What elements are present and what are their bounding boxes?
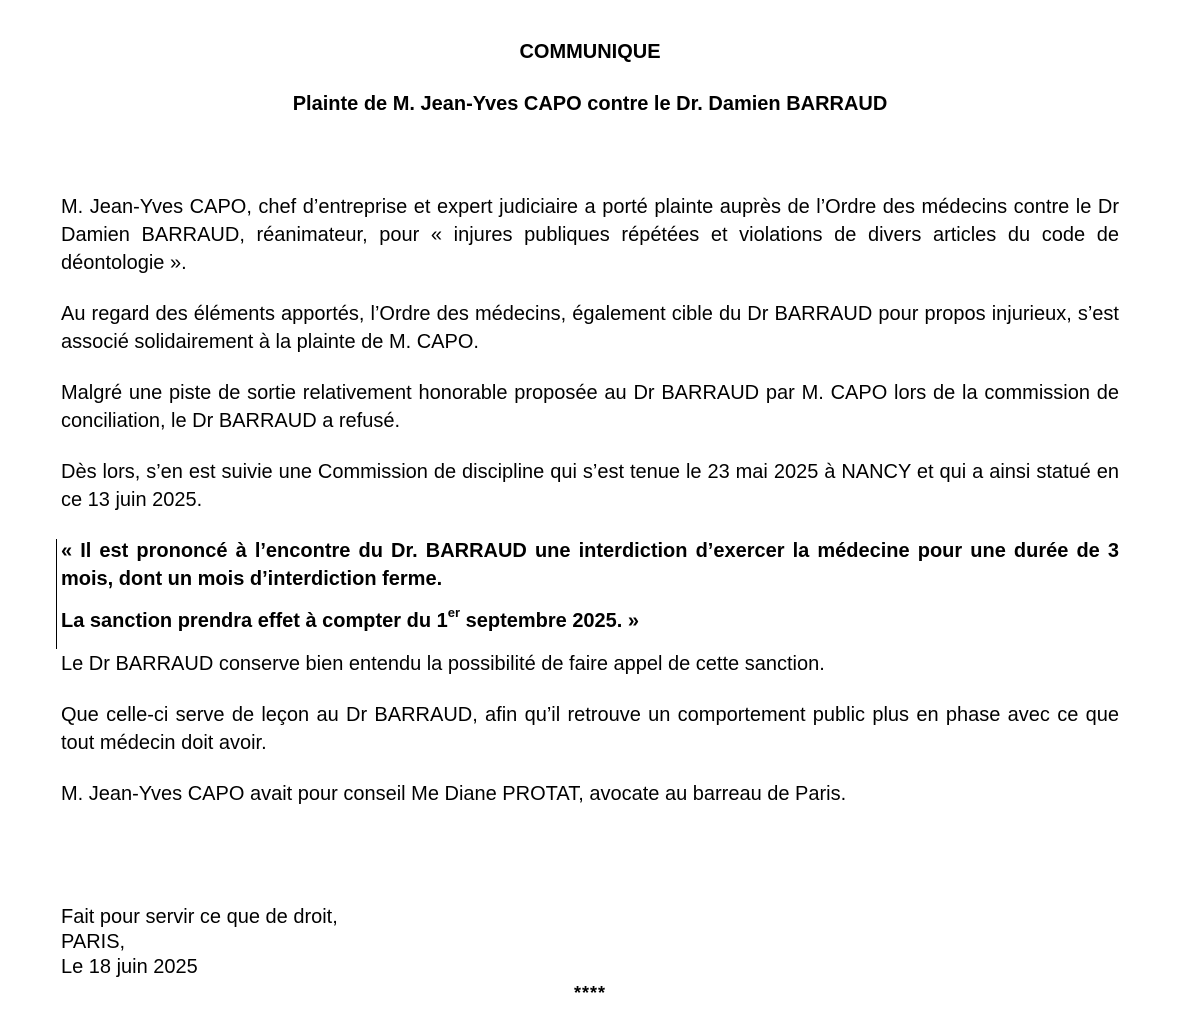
document-subtitle: Plainte de M. Jean-Yves CAPO contre le Dr. Damien BARRAUD	[292, 93, 888, 115]
ordinal-superscript: er	[447, 605, 461, 621]
sanction-quote-line-2	[61, 607, 1119, 635]
quote-margin-bar	[56, 539, 57, 649]
signature-place: PARIS,	[61, 931, 126, 953]
document-title: COMMUNIQUE	[519, 41, 661, 63]
paragraph-conciliation: Malgré une piste de sortie relativement honorable proposée au Dr BARRAUD par M. CAPO lors de la commission de conciliation, le Dr BARRAUD a refusé.	[61, 382, 1119, 432]
end-of-document-mark: ****	[573, 983, 607, 1003]
sanction-quote-line-1: « Il est prononcé à l’encontre du Dr. BARRAUD une interdiction d’exercer la médecine pour une durée de 3 mois, dont un mois d’interdiction ferme.	[61, 540, 1119, 590]
signature-block	[61, 905, 338, 980]
sanction-effect-text: La sanction prendra effet à compter du 1	[61, 610, 448, 632]
paragraph-lesson: Que celle-ci serve de leçon au Dr BARRAUD, afin qu’il retrouve un comportement public plus en phase avec ce que tout médecin doit avoir.	[61, 704, 1119, 754]
paragraph-discipline-commission: Dès lors, s’en est suivie une Commission de discipline qui s’est tenue le 23 mai 2025 à NANCY et qui a ainsi statué en ce 13 juin 2025.	[61, 461, 1119, 511]
paragraph-counsel: M. Jean-Yves CAPO avait pour conseil Me Diane PROTAT, avocate au barreau de Paris.	[61, 783, 847, 805]
paragraph-ordre-association: Au regard des éléments apportés, l’Ordre des médecins, également cible du Dr BARRAUD pour propos injurieux, s’est associé solidairement à la plainte de M. CAPO.	[61, 303, 1119, 353]
paragraph-complaint: M. Jean-Yves CAPO, chef d’entreprise et expert judiciaire a porté plainte auprès de l’Ordre des médecins contre le Dr Damien BARRAUD, réanimateur, pour « injures publiques répétées et violations de divers articles du code de déontologie ».	[61, 196, 1119, 274]
sanction-effect-date: septembre 2025. »	[460, 610, 640, 632]
signature-date: Le 18 juin 2025	[61, 956, 198, 978]
signature-line-1: Fait pour servir ce que de droit,	[61, 906, 338, 928]
sanction-quote	[61, 537, 1119, 635]
document-body	[61, 193, 1119, 831]
paragraph-appeal: Le Dr BARRAUD conserve bien entendu la possibilité de faire appel de cette sanction.	[61, 653, 825, 675]
